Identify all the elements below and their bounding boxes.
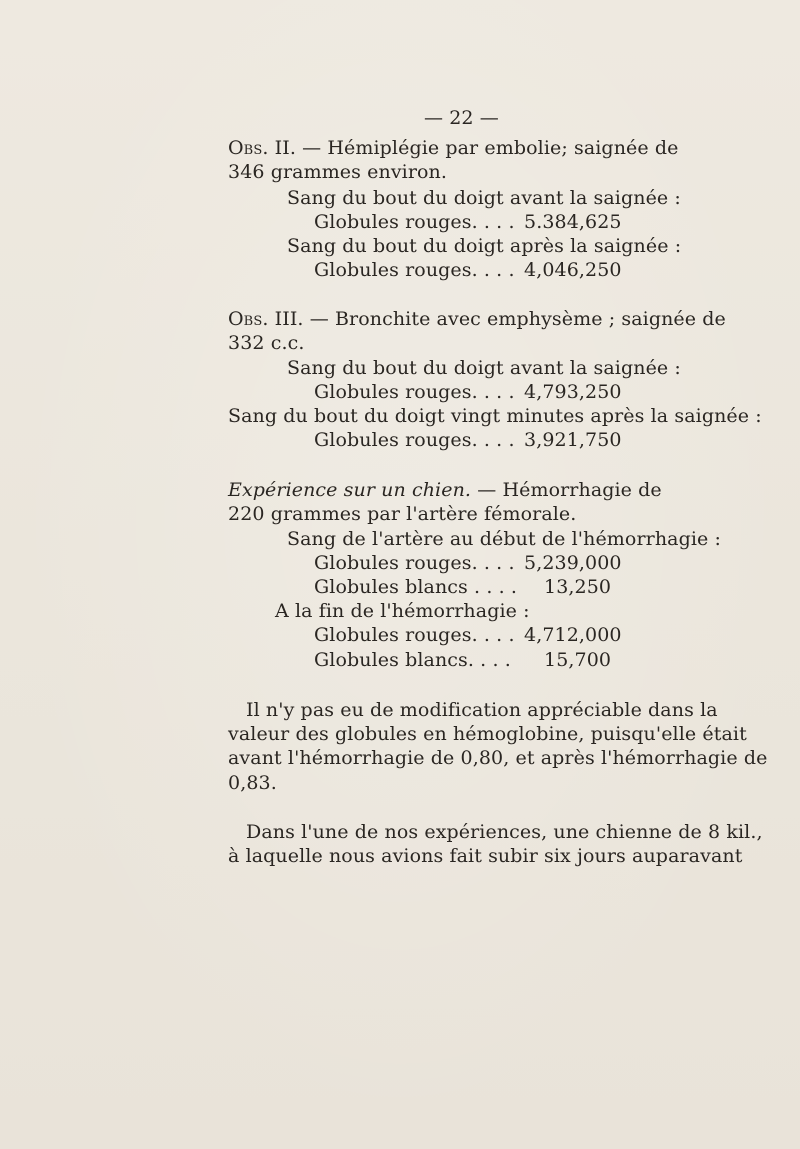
obs3-before-label: Globules rouges. . . . — [314, 381, 515, 403]
obs2-before-heading: Sang du bout du doigt avant la saignée : — [287, 187, 681, 209]
obs3-before-value: 4,793,250 — [524, 381, 622, 403]
experience-start-white-label: Globules blancs . . . . — [314, 576, 518, 598]
experience-end-white-label: Globules blancs. . . . — [314, 649, 511, 671]
page-number: — 22 — — [424, 107, 499, 129]
experience-line2: 220 grammes par l'artère fémorale. — [228, 503, 577, 525]
experience-end-red-value: 4,712,000 — [524, 624, 622, 646]
paragraph1-line3: avant l'hémorrhagie de 0,80, et après l'hémorrhagie de — [228, 747, 768, 769]
experience-start-red-value: 5,239,000 — [524, 552, 622, 574]
obs3-after-label: Globules rouges. . . . — [314, 429, 515, 451]
obs3-before-row — [314, 380, 515, 404]
obs3-after-heading: Sang du bout du doigt vingt minutes après la saignée : — [228, 405, 762, 427]
obs3-after-row — [314, 428, 515, 452]
obs2-line1-text: — Hémiplégie par embolie; saignée de — [302, 137, 679, 159]
obs3-label: Obs. III. — [228, 308, 304, 330]
obs2-line2: 346 grammes environ. — [228, 161, 448, 183]
obs2-after-value: 4,046,250 — [524, 259, 622, 281]
experience-end-red-label: Globules rouges. . . . — [314, 624, 515, 646]
obs3-before-heading: Sang du bout du doigt avant la saignée : — [287, 357, 681, 379]
experience-start-white-value: 13,250 — [544, 576, 612, 598]
paragraph2-line2: à laquelle nous avions fait subir six jours auparavant — [228, 845, 743, 867]
experience-label: Expérience sur un chien. — [228, 479, 472, 501]
obs2-after-row — [314, 258, 515, 282]
obs2-before-label: Globules rouges. . . . — [314, 211, 515, 233]
obs2-line1 — [228, 136, 678, 160]
obs3-after-value: 3,921,750 — [524, 429, 622, 451]
obs3-line2: 332 c.c. — [228, 332, 305, 354]
paragraph1-line1: Il n'y pas eu de modification appréciable dans la — [246, 699, 718, 721]
obs2-after-heading: Sang du bout du doigt après la saignée : — [287, 235, 682, 257]
paragraph2-line1: Dans l'une de nos expériences, une chienne de 8 kil., — [246, 821, 763, 843]
experience-start-heading: Sang de l'artère au début de l'hémorrhagie : — [287, 528, 722, 550]
obs2-before-value: 5.384,625 — [524, 211, 622, 233]
experience-line1 — [228, 478, 662, 502]
obs3-line1 — [228, 307, 726, 331]
experience-end-white-value: 15,700 — [544, 649, 612, 671]
obs2-before-row — [314, 210, 515, 234]
experience-start-red-label: Globules rouges. . . . — [314, 552, 515, 574]
obs2-label: Obs. II. — [228, 137, 296, 159]
obs2-after-label: Globules rouges. . . . — [314, 259, 515, 281]
paragraph1-line4: 0,83. — [228, 772, 277, 794]
obs3-line1-text: — Bronchite avec emphysème ; saignée de — [309, 308, 726, 330]
experience-end-heading: A la fin de l'hémorrhagie : — [275, 600, 530, 622]
experience-line1-text: — Hémorrhagie de — [477, 479, 662, 501]
paragraph1-line2: valeur des globules en hémoglobine, puisqu'elle était — [228, 723, 747, 745]
